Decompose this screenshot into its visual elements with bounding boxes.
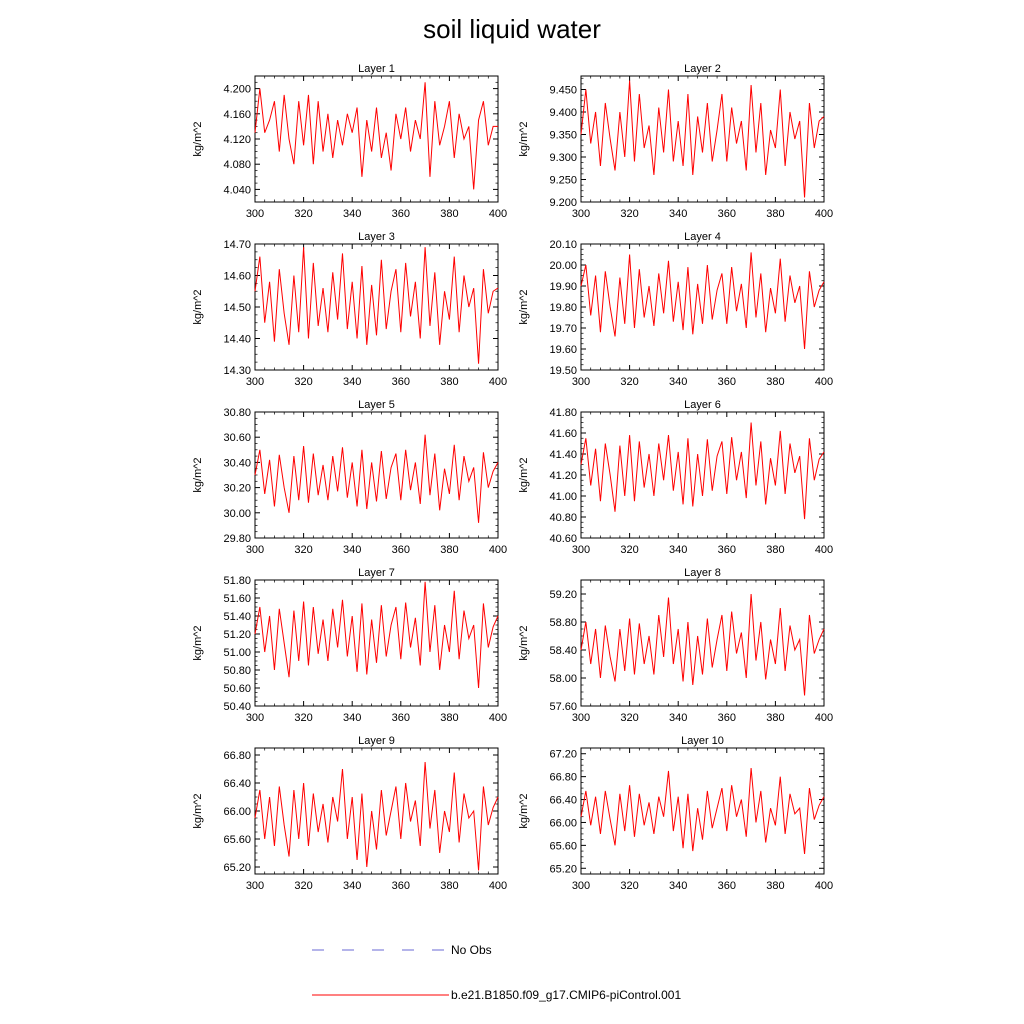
x-tick-label: 380: [440, 544, 459, 556]
x-tick-label: 360: [391, 208, 410, 220]
x-tick-label: 300: [571, 208, 591, 220]
y-axis-label: kg/m^2: [518, 121, 530, 157]
x-tick-label: 400: [814, 208, 834, 220]
y-tick-label: 66.00: [223, 806, 251, 818]
x-tick-label: 380: [440, 208, 459, 220]
x-tick-label: 400: [488, 880, 508, 892]
x-tick-label: 320: [620, 208, 639, 220]
series-line: [255, 762, 498, 871]
x-tick-label: 400: [814, 544, 834, 556]
y-tick-label: 30.60: [223, 432, 251, 445]
series-line: [581, 768, 824, 854]
y-tick-label: 14.30: [223, 365, 251, 377]
y-tick-label: 41.40: [549, 449, 577, 461]
x-tick-label: 320: [294, 712, 313, 724]
x-tick-label: 360: [717, 544, 736, 556]
x-tick-label: 320: [294, 376, 313, 388]
y-tick-label: 66.40: [549, 794, 577, 807]
x-tick-label: 340: [669, 544, 688, 556]
y-tick-label: 67.20: [549, 748, 577, 761]
y-tick-label: 59.20: [549, 589, 577, 601]
x-tick-label: 300: [245, 880, 265, 892]
x-tick-label: 400: [488, 712, 508, 724]
panel-frame: [255, 748, 498, 874]
y-tick-label: 66.80: [549, 771, 577, 784]
y-tick-label: 30.20: [223, 482, 251, 495]
x-tick-label: 380: [766, 208, 785, 220]
x-tick-label: 340: [343, 544, 362, 556]
series-line: [255, 435, 498, 523]
series-line: [255, 582, 498, 688]
panel-title: Layer 7: [358, 567, 395, 579]
y-tick-label: 65.60: [223, 834, 251, 846]
y-tick-label: 50.80: [223, 665, 251, 677]
series-line: [581, 594, 824, 696]
x-tick-label: 300: [245, 208, 265, 220]
y-tick-label: 41.20: [549, 470, 577, 482]
panel-2: [518, 63, 833, 220]
y-tick-label: 9.300: [549, 152, 577, 164]
y-tick-label: 66.00: [549, 817, 577, 830]
y-tick-label: 41.60: [549, 428, 577, 440]
y-tick-label: 30.40: [223, 457, 251, 470]
x-tick-label: 360: [717, 712, 736, 724]
y-axis-label: kg/m^2: [518, 457, 530, 493]
panel-6: [518, 399, 833, 556]
y-tick-label: 51.20: [223, 629, 251, 641]
panel-title: Layer 4: [684, 231, 721, 243]
x-tick-label: 380: [440, 880, 459, 892]
y-tick-label: 19.60: [549, 344, 577, 356]
y-axis-label: kg/m^2: [192, 625, 204, 661]
x-tick-label: 360: [391, 376, 410, 388]
x-tick-label: 400: [814, 712, 834, 724]
panel-frame: [255, 76, 498, 202]
y-tick-label: 19.70: [549, 323, 577, 335]
panel-7: [192, 567, 507, 724]
y-tick-label: 40.60: [549, 533, 577, 545]
panel-8: [518, 567, 833, 724]
series-line: [255, 82, 498, 189]
x-tick-label: 320: [620, 712, 639, 724]
x-tick-label: 380: [766, 544, 785, 556]
y-axis-label: kg/m^2: [192, 121, 204, 157]
panel-title: Layer 2: [684, 63, 721, 75]
panel-10: [518, 735, 833, 892]
x-tick-label: 320: [620, 544, 639, 556]
x-tick-label: 380: [766, 376, 785, 388]
y-tick-label: 66.80: [223, 750, 251, 762]
y-tick-label: 41.80: [549, 407, 577, 419]
x-tick-label: 360: [391, 544, 410, 556]
y-tick-label: 20.10: [549, 239, 577, 251]
panel-9: [192, 735, 507, 892]
panel-title: Layer 5: [358, 399, 395, 411]
x-tick-label: 400: [488, 544, 508, 556]
y-tick-label: 4.040: [223, 184, 251, 197]
y-tick-label: 4.160: [223, 108, 251, 121]
panel-5: [192, 399, 507, 556]
x-tick-label: 300: [571, 544, 591, 556]
x-tick-label: 340: [669, 880, 688, 892]
x-tick-label: 340: [343, 376, 362, 388]
y-tick-label: 19.80: [549, 302, 577, 314]
y-tick-label: 30.00: [223, 507, 251, 520]
panel-title: Layer 8: [684, 567, 721, 579]
y-tick-label: 9.400: [549, 107, 577, 119]
x-tick-label: 300: [571, 712, 591, 724]
y-tick-label: 51.80: [223, 575, 251, 587]
y-tick-label: 30.80: [223, 407, 251, 419]
y-tick-label: 40.80: [549, 512, 577, 524]
y-tick-label: 50.60: [223, 683, 251, 695]
x-tick-label: 360: [717, 376, 736, 388]
x-tick-label: 320: [294, 208, 313, 220]
y-tick-label: 65.20: [549, 863, 577, 876]
y-tick-label: 9.350: [549, 129, 577, 142]
x-tick-label: 400: [488, 376, 508, 388]
x-tick-label: 380: [440, 712, 459, 724]
x-tick-label: 320: [620, 880, 639, 892]
y-tick-label: 14.60: [223, 270, 251, 283]
y-tick-label: 65.20: [223, 862, 251, 874]
x-tick-label: 340: [343, 712, 362, 724]
y-tick-label: 41.00: [549, 491, 577, 503]
y-tick-label: 58.00: [549, 673, 577, 685]
y-tick-label: 66.40: [223, 778, 251, 790]
y-tick-label: 9.450: [549, 84, 577, 97]
series-line: [255, 247, 498, 364]
y-axis-label: kg/m^2: [518, 625, 530, 661]
panel-title: Layer 6: [684, 399, 721, 411]
figure-title: soil liquid water: [423, 14, 601, 44]
x-tick-label: 340: [343, 208, 362, 220]
x-tick-label: 300: [245, 712, 265, 724]
x-tick-label: 300: [245, 376, 265, 388]
y-tick-label: 4.120: [223, 134, 251, 146]
series-line: [581, 81, 824, 198]
y-tick-label: 19.90: [549, 281, 577, 293]
x-tick-label: 320: [294, 880, 313, 892]
panel-title: Layer 9: [358, 735, 395, 747]
y-tick-label: 4.080: [223, 159, 251, 172]
legend: [312, 943, 681, 1002]
panel-4: [518, 231, 833, 388]
x-tick-label: 340: [669, 376, 688, 388]
y-tick-label: 14.50: [223, 302, 251, 314]
x-tick-label: 300: [245, 544, 265, 556]
x-tick-label: 400: [488, 208, 508, 220]
x-tick-label: 380: [766, 880, 785, 892]
y-tick-label: 20.00: [549, 260, 577, 272]
panel-title: Layer 3: [358, 231, 395, 243]
x-tick-label: 300: [571, 376, 591, 388]
y-axis-label: kg/m^2: [192, 793, 204, 829]
x-tick-label: 360: [717, 208, 736, 220]
legend-label-no-obs: No Obs: [451, 943, 492, 957]
y-tick-label: 58.40: [549, 645, 577, 657]
x-tick-label: 400: [814, 376, 834, 388]
legend-label-model: b.e21.B1850.f09_g17.CMIP6-piControl.001: [451, 988, 682, 1002]
panel-1: [192, 63, 507, 220]
y-tick-label: 14.40: [223, 333, 251, 346]
x-tick-label: 320: [294, 544, 313, 556]
x-tick-label: 320: [620, 376, 639, 388]
y-axis-label: kg/m^2: [192, 289, 204, 325]
y-tick-label: 51.40: [223, 611, 251, 623]
x-tick-label: 360: [391, 880, 410, 892]
y-tick-label: 14.70: [223, 239, 251, 251]
y-tick-label: 4.200: [223, 83, 251, 96]
x-tick-label: 360: [391, 712, 410, 724]
series-line: [581, 423, 824, 520]
y-axis-label: kg/m^2: [518, 793, 530, 829]
y-axis-label: kg/m^2: [518, 289, 530, 325]
y-tick-label: 50.40: [223, 701, 251, 713]
y-tick-label: 9.250: [549, 174, 577, 187]
x-tick-label: 340: [343, 880, 362, 892]
panel-3: [192, 231, 507, 388]
y-tick-label: 19.50: [549, 365, 577, 377]
panel-title: Layer 1: [358, 63, 395, 75]
y-tick-label: 29.80: [223, 533, 251, 545]
y-axis-label: kg/m^2: [192, 457, 204, 493]
x-tick-label: 360: [717, 880, 736, 892]
x-tick-label: 300: [571, 880, 591, 892]
y-tick-label: 9.200: [549, 197, 577, 209]
x-tick-label: 400: [814, 880, 834, 892]
series-line: [581, 252, 824, 349]
panel-title: Layer 10: [681, 735, 724, 747]
y-tick-label: 57.60: [549, 701, 577, 713]
y-tick-label: 51.60: [223, 593, 251, 605]
x-tick-label: 380: [766, 712, 785, 724]
panel-frame: [581, 580, 824, 706]
y-tick-label: 58.80: [549, 617, 577, 629]
x-tick-label: 340: [669, 208, 688, 220]
y-tick-label: 51.00: [223, 647, 251, 659]
x-tick-label: 340: [669, 712, 688, 724]
y-tick-label: 65.60: [549, 840, 577, 853]
x-tick-label: 380: [440, 376, 459, 388]
